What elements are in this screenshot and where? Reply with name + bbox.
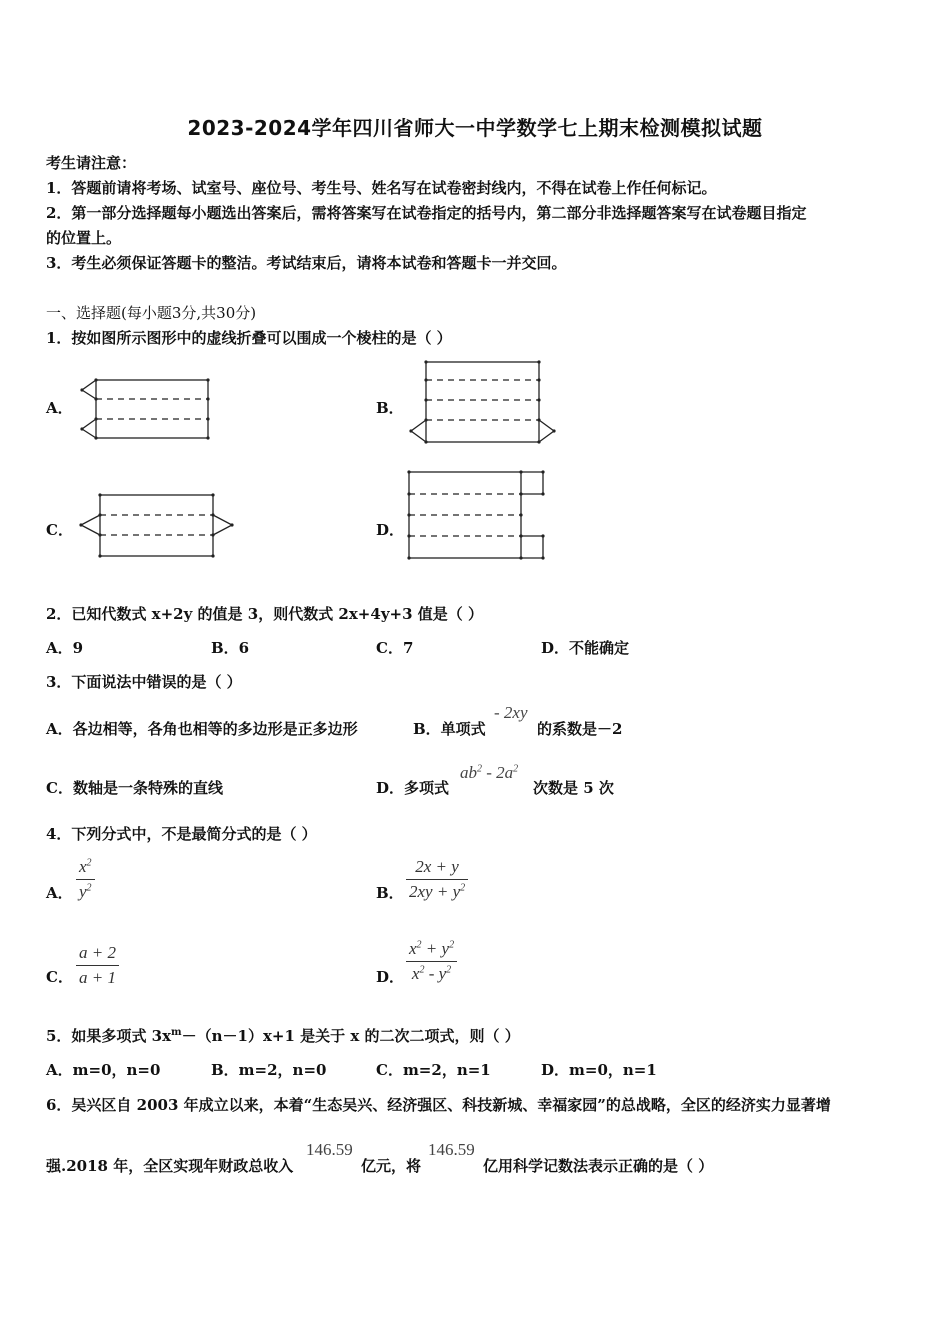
q2-option-c: C．7 <box>376 639 414 657</box>
q3-option-c: C．数轴是一条特殊的直线 <box>46 779 223 797</box>
q4-option-d-label: D． <box>376 968 405 986</box>
q5-option-b: B．m=2，n=0 <box>211 1061 327 1079</box>
question-4-stem: 4．下列分式中，不是最简分式的是（ ） <box>46 825 317 843</box>
q2-option-a: A．9 <box>46 639 84 657</box>
q4-option-b-label: B． <box>376 884 404 902</box>
q3-option-b-suffix: 的系数是－2 <box>537 720 623 738</box>
q3-option-a: A．各边相等，各角也相等的多边形是正多边形 <box>46 720 358 738</box>
notice-heading: 考生请注意： <box>46 154 137 172</box>
question-6-line-2c: 亿用科学记数法表示正确的是（ ） <box>483 1157 714 1175</box>
q5-option-c: C．m=2，n=1 <box>376 1061 491 1079</box>
question-6-line-2a: 强.2018 年，全区实现年财政总收入 <box>46 1157 294 1175</box>
q1-figure-d <box>406 469 551 561</box>
question-3-stem: 3．下面说法中错误的是（ ） <box>46 673 242 691</box>
q4-fraction-c: a + 2 a + 1 <box>76 943 119 988</box>
question-6-line-1: 6．吴兴区自 2003 年成立以来，本着“生态吴兴、经济强区、科技新城、幸福家园”的总战略，全区的经济实力显著增 <box>46 1096 831 1114</box>
q4-option-c-label: C． <box>46 968 73 986</box>
q2-option-d: D．不能确定 <box>541 639 630 657</box>
q3-option-d-prefix: D．多项式 <box>376 779 450 797</box>
notice-item-2-cont: 的位置上。 <box>46 229 122 247</box>
q3-option-d-suffix: 次数是 5 次 <box>533 779 614 797</box>
q4-fraction-b-numerator: 2x + y <box>415 857 459 876</box>
q5-option-a: A．m=0，n=0 <box>46 1061 161 1079</box>
q1-figure-c <box>78 492 238 560</box>
q1-option-c-label: C． <box>46 521 73 539</box>
q3-monomial-expression: - 2xy <box>494 703 528 722</box>
q2-option-b: B．6 <box>211 639 250 657</box>
question-2-stem: 2．已知代数式 x+2y 的值是 3，则代数式 2x+4y+3 值是（ ） <box>46 605 483 623</box>
q1-figure-a <box>78 377 213 442</box>
section-heading: 一、选择题(每小题3分,共30分) <box>46 304 257 322</box>
q4-fraction-a: $x^2$ $y^2$ <box>76 857 95 902</box>
q6-value-1: 146.59 <box>306 1140 353 1159</box>
notice-item-1: 1．答题前请将考场、试室号、座位号、考生号、姓名写在试卷密封线内，不得在试卷上作任何标记。 <box>46 179 717 197</box>
q4-fraction-d: $x^2 + y^2$ $x^2 - y^2$ <box>406 939 457 984</box>
q3-option-b-prefix: B．单项式 <box>413 720 486 738</box>
question-5-stem: 5．如果多项式 $3x^m-(n-1)x+1$ 是关于 x 的二次二项式，则（ ） <box>46 1027 520 1045</box>
q1-option-b-label: B． <box>376 399 404 417</box>
q3-polynomial-expression: $ab^2 - 2a^2$ <box>460 763 519 782</box>
q5-option-d: D．m=0，n=1 <box>541 1061 657 1079</box>
q6-value-2: 146.59 <box>428 1140 475 1159</box>
notice-item-2: 2．第一部分选择题每小题选出答案后，需将答案写在试卷指定的括号内，第二部分非选择题答案写在试卷题目指定 <box>46 204 807 222</box>
question-6-line-2b: 亿元，将 <box>361 1157 422 1175</box>
q1-figure-b <box>408 360 558 445</box>
q4-fraction-b: 2x + y $2xy + y^2$ <box>406 857 468 902</box>
notice-item-3: 3．考生必须保证答题卡的整洁。考试结束后，请将本试卷和答题卡一并交回。 <box>46 254 567 272</box>
q1-option-a-label: A． <box>46 399 73 417</box>
q1-option-d-label: D． <box>376 521 405 539</box>
q4-option-a-label: A． <box>46 884 73 902</box>
question-1-stem: 1．按如图所示图形中的虚线折叠可以围成一个棱柱的是（ ） <box>46 329 452 347</box>
page-title: 2023-2024学年四川省师大一中学数学七上期末检测模拟试题 <box>187 116 763 140</box>
